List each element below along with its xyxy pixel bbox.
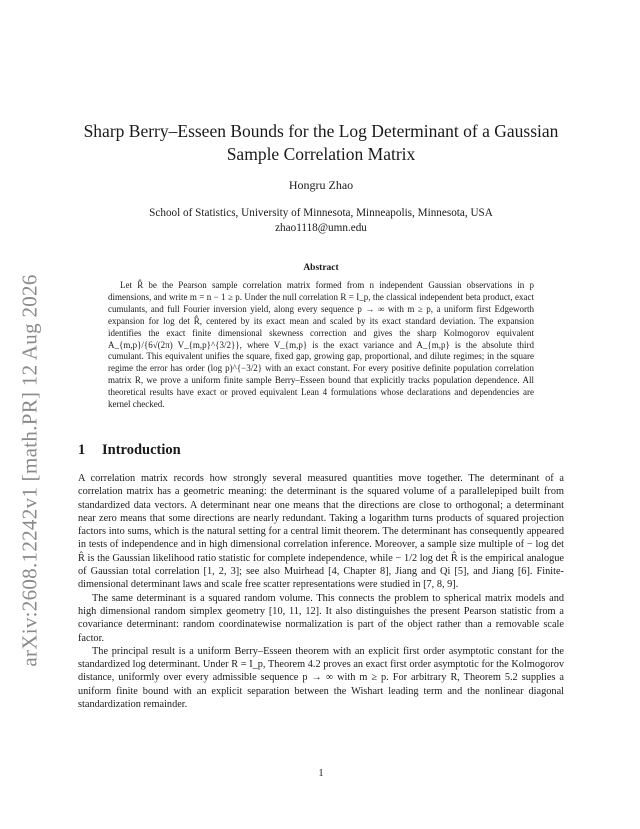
body-paragraph: The same determinant is a squared random volume. This connects the problem to spherical matrix models and high dimensional random simplex geometry [10, 11, 12]. It also distinguishes the present Pearson statistic from a covariance determinant: random coordinatewise normalization is part of the object rather than a removable scale factor. — [78, 592, 564, 644]
section-title: Introduction — [102, 442, 181, 458]
abstract-text: Let R̂ be the Pearson sample correlation matrix formed from n independent Gaussian observations in p dimensions, and write m = n − 1 ≥ p. Under the null correlation R = I_p, the classical independent beta product, exact cumulants, and full Fourier inversion yield, along every sequence p → ∞ with m ≥ p, a uniform first Edgeworth expansion for log det R̂, centered by its exact mean and scaled by its exact standard deviation. The expansion identifies the exact finite dimensional skewness correction and gives the sharp Kolmogorov equivalent A_{m,p}/{6√(2π) V_{m,p}^{3/2}}, where V_{m,p} is the exact variance and A_{m,p} is the absolute third cumulant. This equivalent unifies the square, fixed gap, growing gap, proportional, and dilute regimes; in the square regime the error has order (log p)^{−3/2} with an exact constant. For every positive definite population correlation matrix R, we prove a uniform finite sample Berry–Esseen bound that explicitly tracks population dependence. All theoretical results have exact or proved equivalent Lean 4 formulations whose declarations and dependencies are kernel checked. — [108, 280, 534, 410]
paper-title: Sharp Berry–Esseen Bounds for the Log Determinant of a Gaussian Sample Correlation Matrix — [83, 121, 559, 164]
section-number: 1 — [78, 442, 86, 458]
arxiv-sidebar-stamp — [12, 273, 48, 667]
affiliation: School of Statistics, University of Minnesota, Minneapolis, Minnesota, USA — [149, 207, 493, 219]
author-affiliation-block — [78, 206, 564, 235]
arxiv-identifier: arXiv:2608.12242v1 [math.PR] 12 Aug 2026 — [17, 273, 42, 667]
section-body — [78, 472, 564, 711]
abstract-heading: Abstract — [303, 263, 339, 273]
body-paragraph: The principal result is a uniform Berry–Esseen theorem with an explicit first order asymptotic constant for the standardized log determinant. Under R = I_p, Theorem 4.2 proves an exact first order asymptotic for the Kolmogorov distance, uniformly over every admissible sequence p → ∞ with m ≥ p. For arbitrary R, Theorem 5.2 supplies a uniform finite bound with an explicit separation between the Wishart leading term and the nonlinear diagonal standardization remainder. — [78, 645, 564, 711]
page-number: 1 — [318, 768, 324, 779]
author-name: Hongru Zhao — [288, 178, 354, 192]
author-email: zhao1118@umn.edu — [275, 221, 367, 234]
body-paragraph: A correlation matrix records how strongly several measured quantities move together. The determinant of a correlation matrix has a geometric meaning: the determinant is the squared volume of a parallelepiped built from standardized data vectors. A determinant near one means that the directions are close to orthogonal; a determinant near zero means that some directions are nearly redundant. Taking a logarithm turns products of squared projection factors into sums, which is the natural setting for a central limit theorem. The determinant has consequently appeared in tests of independence and in high dimensional correlation inference. Moreover, a sample size multiple of − log det R̂ is the Gaussian likelihood ratio statistic for complete independence, while − 1/2 log det R̂ is the empirical analogue of Gaussian total correlation [1, 2, 3]; see also Muirhead [4, Chapter 8], Jiang and Qi [5], and Jiang [6]. Finite-dimensional determinant laws and scale free scatter representations were studied in [7, 8, 9]. — [78, 473, 564, 591]
section-heading — [78, 442, 181, 459]
